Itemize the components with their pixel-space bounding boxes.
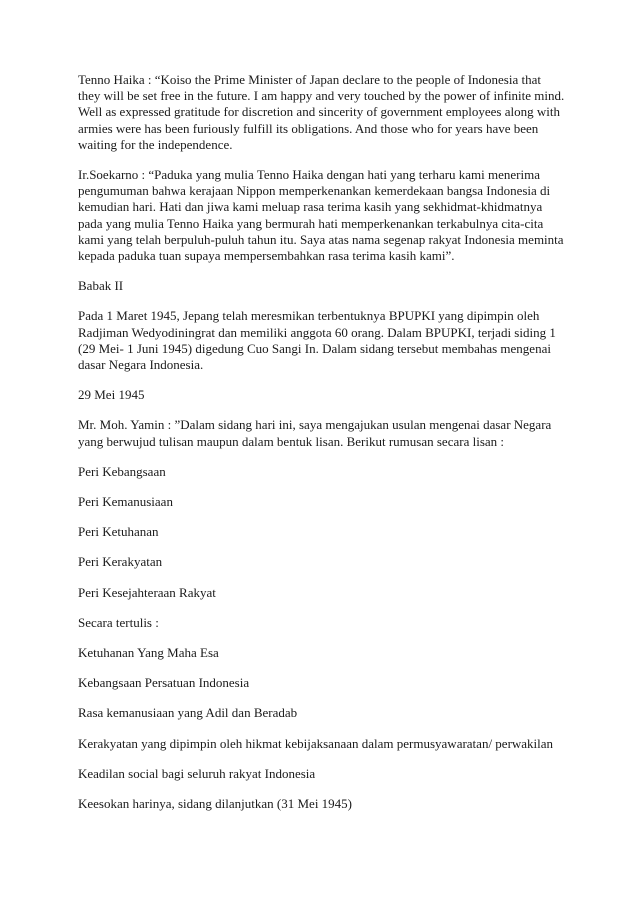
document-page [78, 72, 564, 812]
text-line: (29 Mei- 1 Juni 1945) digedung Cuo Sangi In. Dalam sidang tersebut membahas mengenai [78, 340, 551, 356]
closing-line: Keesokan harinya, sidang dilanjutkan (31 Mei 1945) [78, 796, 353, 812]
text-line: kami yang telah berpuluh-puluh tahun itu. Saya atas nama segenap rakyat Indonesia meminta [78, 231, 564, 247]
text-line: Radjiman Wedyodiningrat dan memiliki anggota 60 orang. Dalam BPUPKI, terjadi siding 1 [78, 324, 556, 340]
written-item: Keadilan social bagi seluruh rakyat Indonesia [78, 765, 316, 781]
text-line: pada yang mulia Tenno Haika yang bermurah hati memperkenankan terkabulnya cita-cita [78, 215, 544, 231]
written-heading: Secara tertulis : [78, 614, 159, 630]
text-line: Tenno Haika : “Koiso the Prime Minister of Japan declare to the people of Indonesia that [78, 72, 541, 87]
oral-item: Peri Ketuhanan [78, 524, 159, 540]
text-line: pengumuman bahwa kerajaan Nippon memperkenankan kemerdekaan bangsa Indonesia di [78, 183, 551, 199]
written-item: Ketuhanan Yang Maha Esa [78, 645, 219, 661]
written-item: Rasa kemanusiaan yang Adil dan Beradab [78, 705, 298, 721]
oral-item: Peri Kesejahteraan Rakyat [78, 584, 216, 600]
oral-item: Peri Kebangsaan [78, 463, 166, 479]
text-line: kemudian hari. Hati dan jiwa kami meluap rasa terima kasih yang sekhidmat-khidmatnya [78, 199, 543, 215]
written-item: Kebangsaan Persatuan Indonesia [78, 675, 250, 691]
text-line: Mr. Moh. Yamin : ”Dalam sidang hari ini, saya mengajukan usulan mengenai dasar Negara [78, 417, 552, 433]
paragraph-yamin [78, 417, 564, 449]
paragraph-bpupki [78, 308, 564, 373]
text-line: Pada 1 Maret 1945, Jepang telah meresmikan terbentuknya BPUPKI yang dipimpin oleh [78, 308, 540, 324]
text-line: dasar Negara Indonesia. [78, 357, 204, 373]
oral-item: Peri Kemanusiaan [78, 494, 173, 510]
text-line: they will be set free in the future. I am happy and very touched by the power of infinite mind. [78, 88, 565, 104]
text-line: kepada paduka tuan supaya mempersembahkan rasa terima kasih kami”. [78, 248, 455, 264]
paragraph-tenno-haika [78, 72, 564, 153]
text-line: yang berwujud tulisan maupun dalam bentuk lisan. Berikut rumusan secara lisan : [78, 433, 505, 449]
oral-item: Peri Kerakyatan [78, 554, 163, 570]
text-line: Well as expressed gratitude for discretion and sincerity of government employees along with [78, 104, 560, 120]
paragraph-soekarno [78, 167, 564, 264]
written-item: Kerakyatan yang dipimpin oleh hikmat kebijaksanaan dalam permusyawaratan/ perwakilan [78, 735, 554, 751]
section-heading-babak: Babak II [78, 278, 124, 294]
text-line: Ir.Soekarno : “Paduka yang mulia Tenno Haika dengan hati yang terharu kami menerima [78, 167, 541, 183]
text-line: waiting for the independence. [78, 136, 233, 152]
date-line: 29 Mei 1945 [78, 387, 145, 403]
text-line: armies were has been furiously fulfill its obligations. And those who for years have been [78, 120, 539, 136]
